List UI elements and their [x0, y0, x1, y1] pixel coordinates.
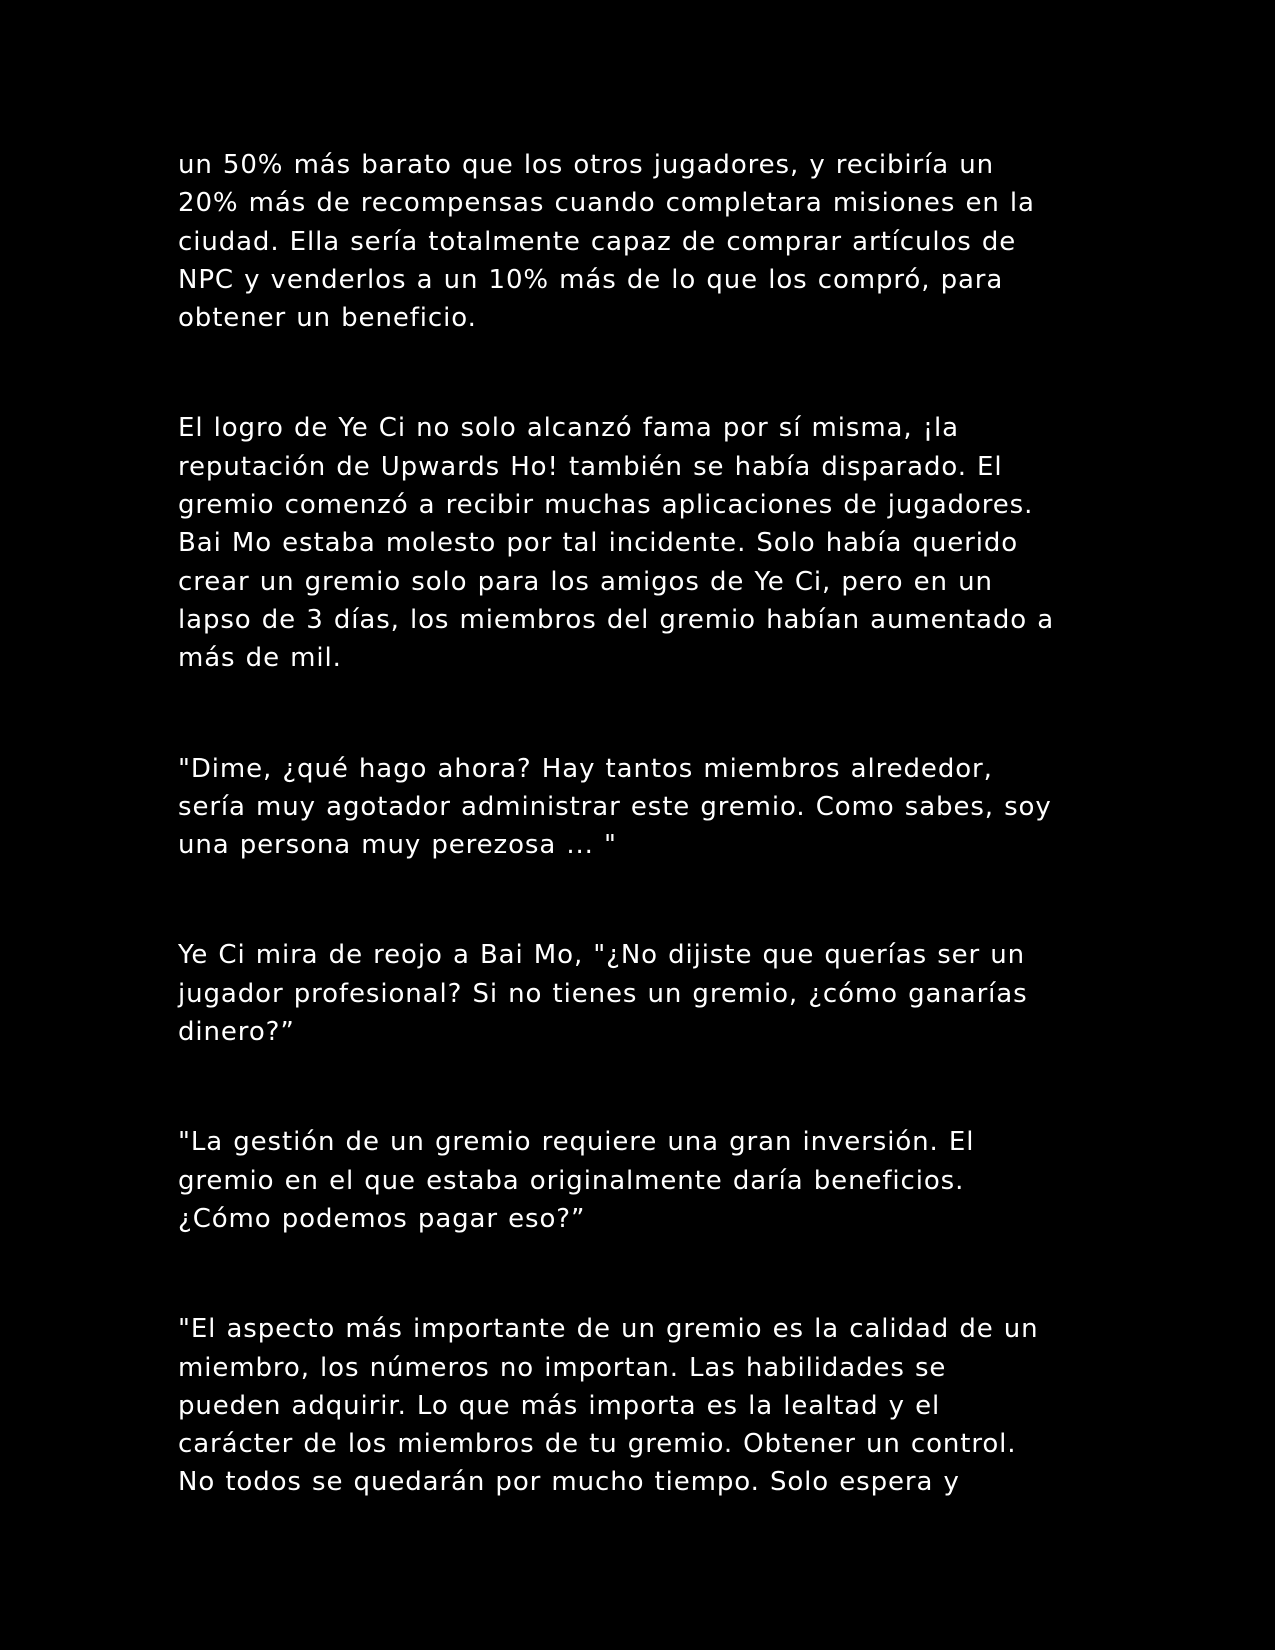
paragraph-6: "El aspecto más importante de un gremio es la calidad de un miembro, los números no importan. Las habilidades se pueden adquirir. Lo que más importa es la lealtad y el carácter de los miembros de tu gremio. Obtener un control. No todos se quedarán por mucho tiempo. Solo espera y [178, 1314, 1039, 1498]
paragraph-3: "Dime, ¿qué hago ahora? Hay tantos miembros alrededor, sería muy agotador administrar este gremio. Como sabes, soy una persona muy perezosa ... " [178, 753, 1052, 861]
text-column [178, 146, 1113, 1574]
paragraph-1: un 50% más barato que los otros jugadores, y recibiría un 20% más de recompensas cuando completara misiones en la ciudad. Ella sería totalmente capaz de comprar artículos de NPC y venderlos a un 10% más de lo que los compró, para obtener un beneficio. [178, 150, 1035, 334]
paragraph-2: El logro de Ye Ci no solo alcanzó fama por sí misma, ¡la reputación de Upwards Ho! también se había disparado. El gremio comenzó a recibir muchas aplicaciones de jugadores. Bai Mo estaba molesto por tal incidente. Solo había querido crear un gremio solo para los amigos de Ye Ci, pero en un lapso de 3 días, los miembros del gremio habían aumentado a más de mil. [178, 413, 1055, 674]
paragraph-5: "La gestión de un gremio requiere una gran inversión. El gremio en el que estaba originalmente daría beneficios. ¿Cómo podemos pagar eso?” [178, 1127, 975, 1234]
paragraph-4: Ye Ci mira de reojo a Bai Mo, "¿No dijiste que querías ser un jugador profesional? Si no tienes un gremio, ¿cómo ganarías dinero?” [178, 940, 1028, 1048]
